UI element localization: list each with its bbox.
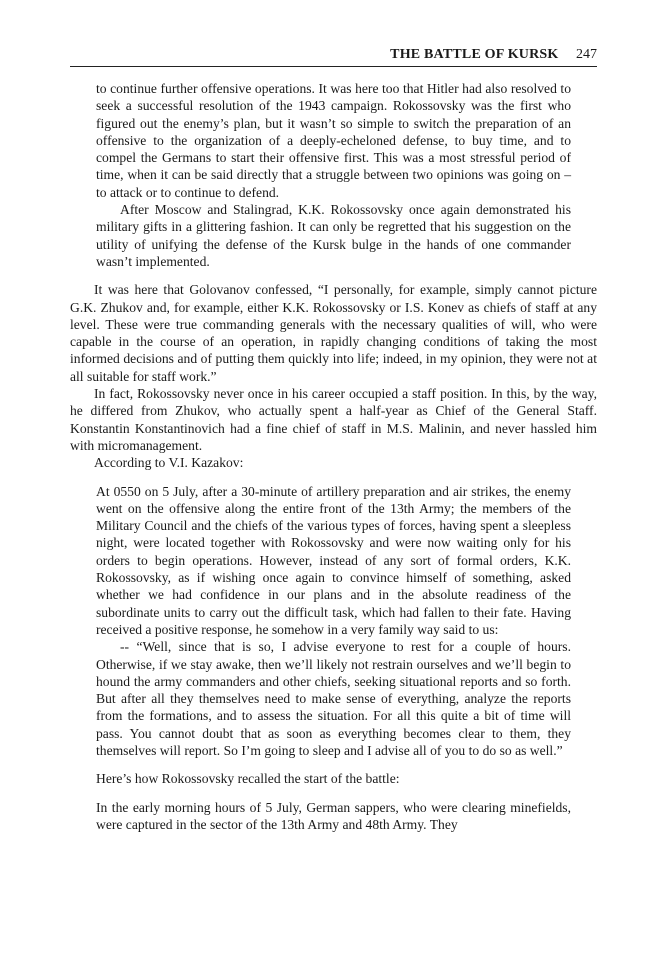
running-header (70, 46, 597, 67)
body-paragraph: It was here that Golovanov confessed, “I personally, for example, simply cannot picture G.K. Zhukov and, for example, either K.K. Rokossovsky or I.S. Konev as chiefs of staff at any level. These were true commanding generals with the necessary qualities of will, who were capable in the course of an operation, in rapidly changing conditions of taking the most informed decisions and of putting them quickly into life; indeed, in my opinion, they were not at all suitable for staff work.” (70, 282, 597, 384)
block-quote: -- “Well, since that is so, I advise everyone to rest for a couple of hours. Otherwise, if we stay awake, then we’ll likely not restrain ourselves and we’ll begin to hound the army commanders and other chiefs, seeking situational reports and so forth. But after all they themselves need to make sense of everything, analyze the reports from the formations, and to assess the situation. For all this quite a bit of time will pass. You cannot doubt that as soon as everything becomes clear to them, they themselves will report. So I’m going to sleep and I advise all of you to do so as well.” (96, 639, 571, 758)
body-paragraph: In fact, Rokossovsky never once in his career occupied a staff position. In this, by the way, he differed from Zhukov, who actually spent a half-year as Chief of the General Staff. Konstantin Konstantinovich had a fine chief of staff in M.S. Malinin, and never hassled him with micromanagement. (70, 386, 597, 453)
page-number: 247 (576, 47, 597, 62)
body-paragraph: Here’s how Rokossovsky recalled the start of the battle: (96, 771, 400, 787)
block-quote: In the early morning hours of 5 July, German sappers, who were clearing minefields, were captured in the sector of the 13th Army and 48th Army. They (96, 799, 571, 832)
page-body (70, 80, 597, 833)
block-quote: At 0550 on 5 July, after a 30-minute of artillery preparation and air strikes, the enemy went on the offensive along the entire front of the 13th Army; the members of the Military Council and the chiefs of the various types of forces, having spent a sleepless night, were located together with Rokossovsky and were now waiting only for his orders to begin operations. However, instead of any sort of formal orders, K.K. Rokossovsky, as if wishing once again to convince himself of something, asked whether we had confidence in our plans and in the absolute readiness of the subordinate units to carry out the difficult task, which had fallen to their fate. Having received a positive response, he somehow in a very family way said to us: (96, 483, 571, 637)
body-paragraph: According to V.I. Kazakov: (94, 455, 244, 471)
running-title: THE BATTLE OF KURSK (390, 47, 559, 62)
body-paragraph: After Moscow and Stalingrad, K.K. Rokossovsky once again demonstrated his military gifts in a glittering fashion. It can only be regretted that his suggestion on the utility of unifying the defense of the Kursk bulge in the hands of one commander wasn’t implemented. (96, 202, 571, 269)
body-paragraph: to continue further offensive operations. It was here too that Hitler had also resolved to seek a successful resolution of the 1943 campaign. Rokossovsky was the first who figured out the enemy’s plan, but it wasn’t so simple to switch the preparation of an offensive to the organization of a deeply-echeloned defense, to buy time, and to compel the Germans to start their offensive first. This was a most stressful period of time, when it can be said directly that a struggle between two opinions was going on – to attack or to continue to defend. (96, 81, 571, 200)
